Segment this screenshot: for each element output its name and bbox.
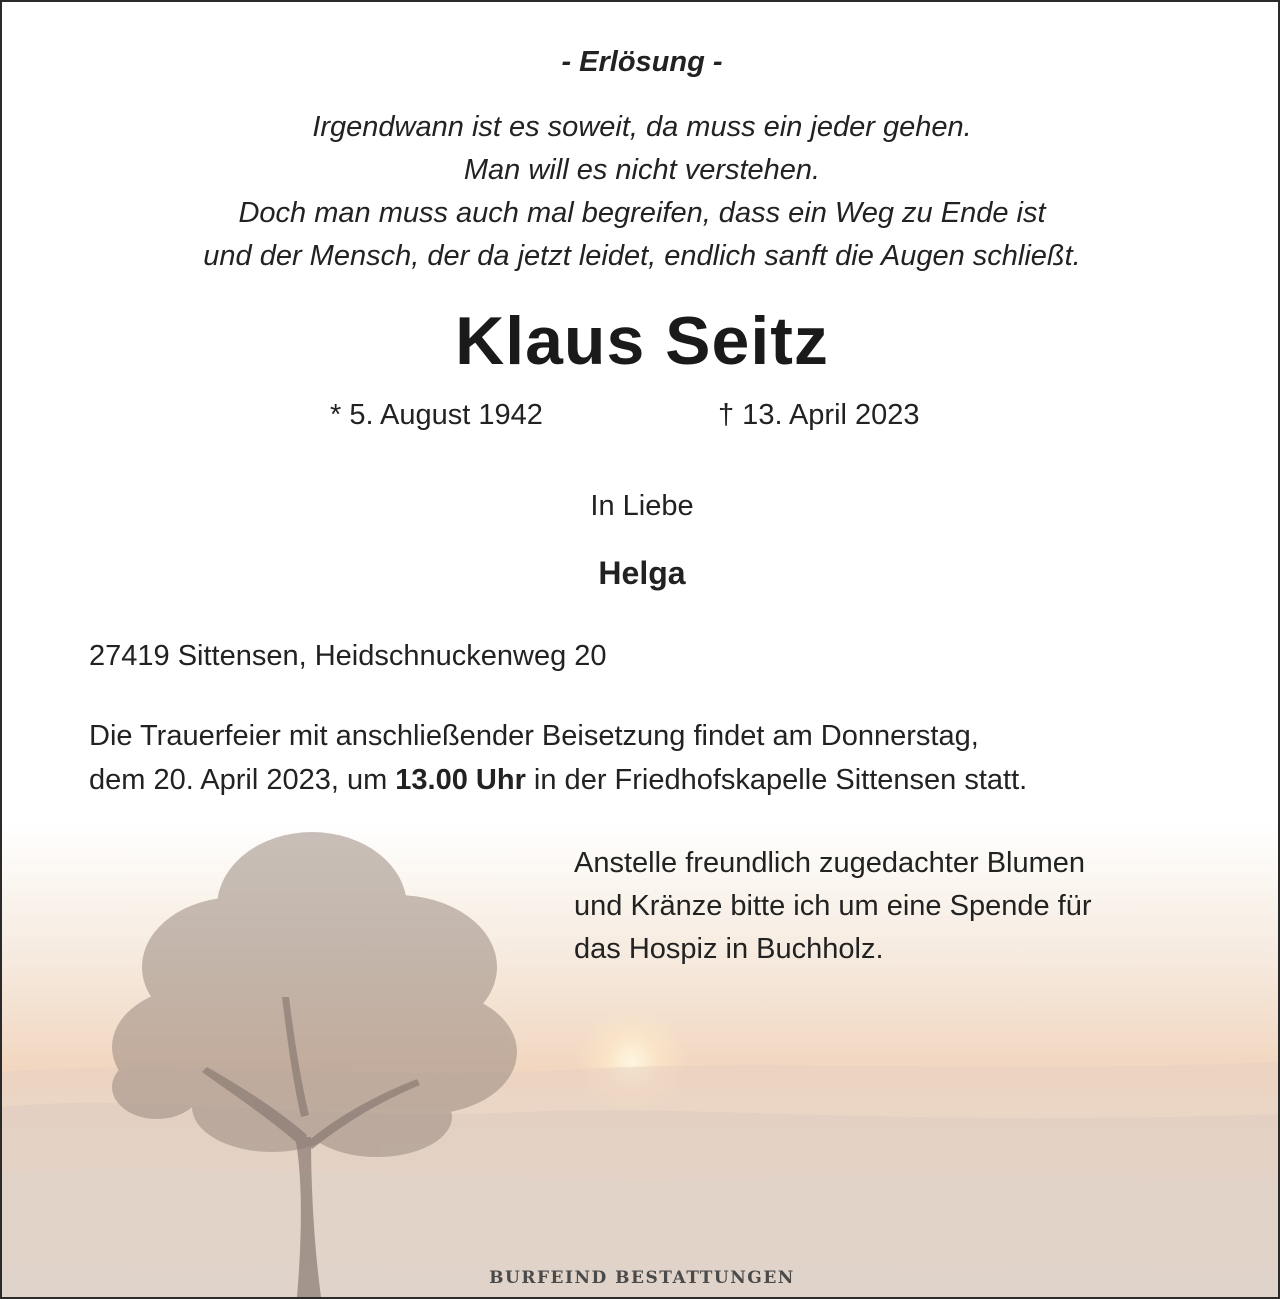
poem-block (2, 106, 1280, 278)
funeral-line: Die Trauerfeier mit anschließender Beisetzung findet am Donnerstag, (89, 720, 979, 752)
donation-request (574, 842, 1092, 971)
poem-line: Irgendwann ist es soweit, da muss ein jeder gehen. (312, 111, 972, 143)
funeral-time: 13.00 Uhr (395, 764, 526, 796)
funeral-line (89, 758, 1027, 802)
address-text: 27419 Sittensen, Heidschnuckenweg 20 (89, 640, 607, 672)
poem-line: und der Mensch, der da jetzt leidet, endlich sanft die Augen schließt. (203, 240, 1081, 272)
funeral-home-logo: BURFEIND BESTATTUNGEN (489, 1268, 795, 1288)
poem-line: Man will es nicht verstehen. (463, 154, 821, 186)
donation-line: Anstelle freundlich zugedachter Blumen (574, 847, 1086, 879)
deceased-name: Klaus Seitz (455, 303, 829, 379)
motto-heading: - Erlösung - (561, 46, 723, 78)
death-date: † 13. April 2023 (718, 399, 920, 431)
poem-line: Doch man muss auch mal begreifen, dass ein Weg zu Ende ist (238, 197, 1046, 229)
funeral-date-text: dem 20. April 2023, um (89, 764, 396, 796)
donation-line: das Hospiz in Buchholz. (574, 933, 884, 965)
funeral-info (89, 714, 1027, 802)
in-love-text: In Liebe (590, 490, 694, 522)
donation-line: und Kränze bitte ich um eine Spende für (574, 890, 1092, 922)
funeral-location-text: in der Friedhofskapelle Sittensen statt. (525, 764, 1028, 796)
signer-name: Helga (598, 555, 686, 591)
birth-date: * 5. August 1942 (330, 399, 543, 431)
tree-silhouette-icon (97, 817, 537, 1299)
